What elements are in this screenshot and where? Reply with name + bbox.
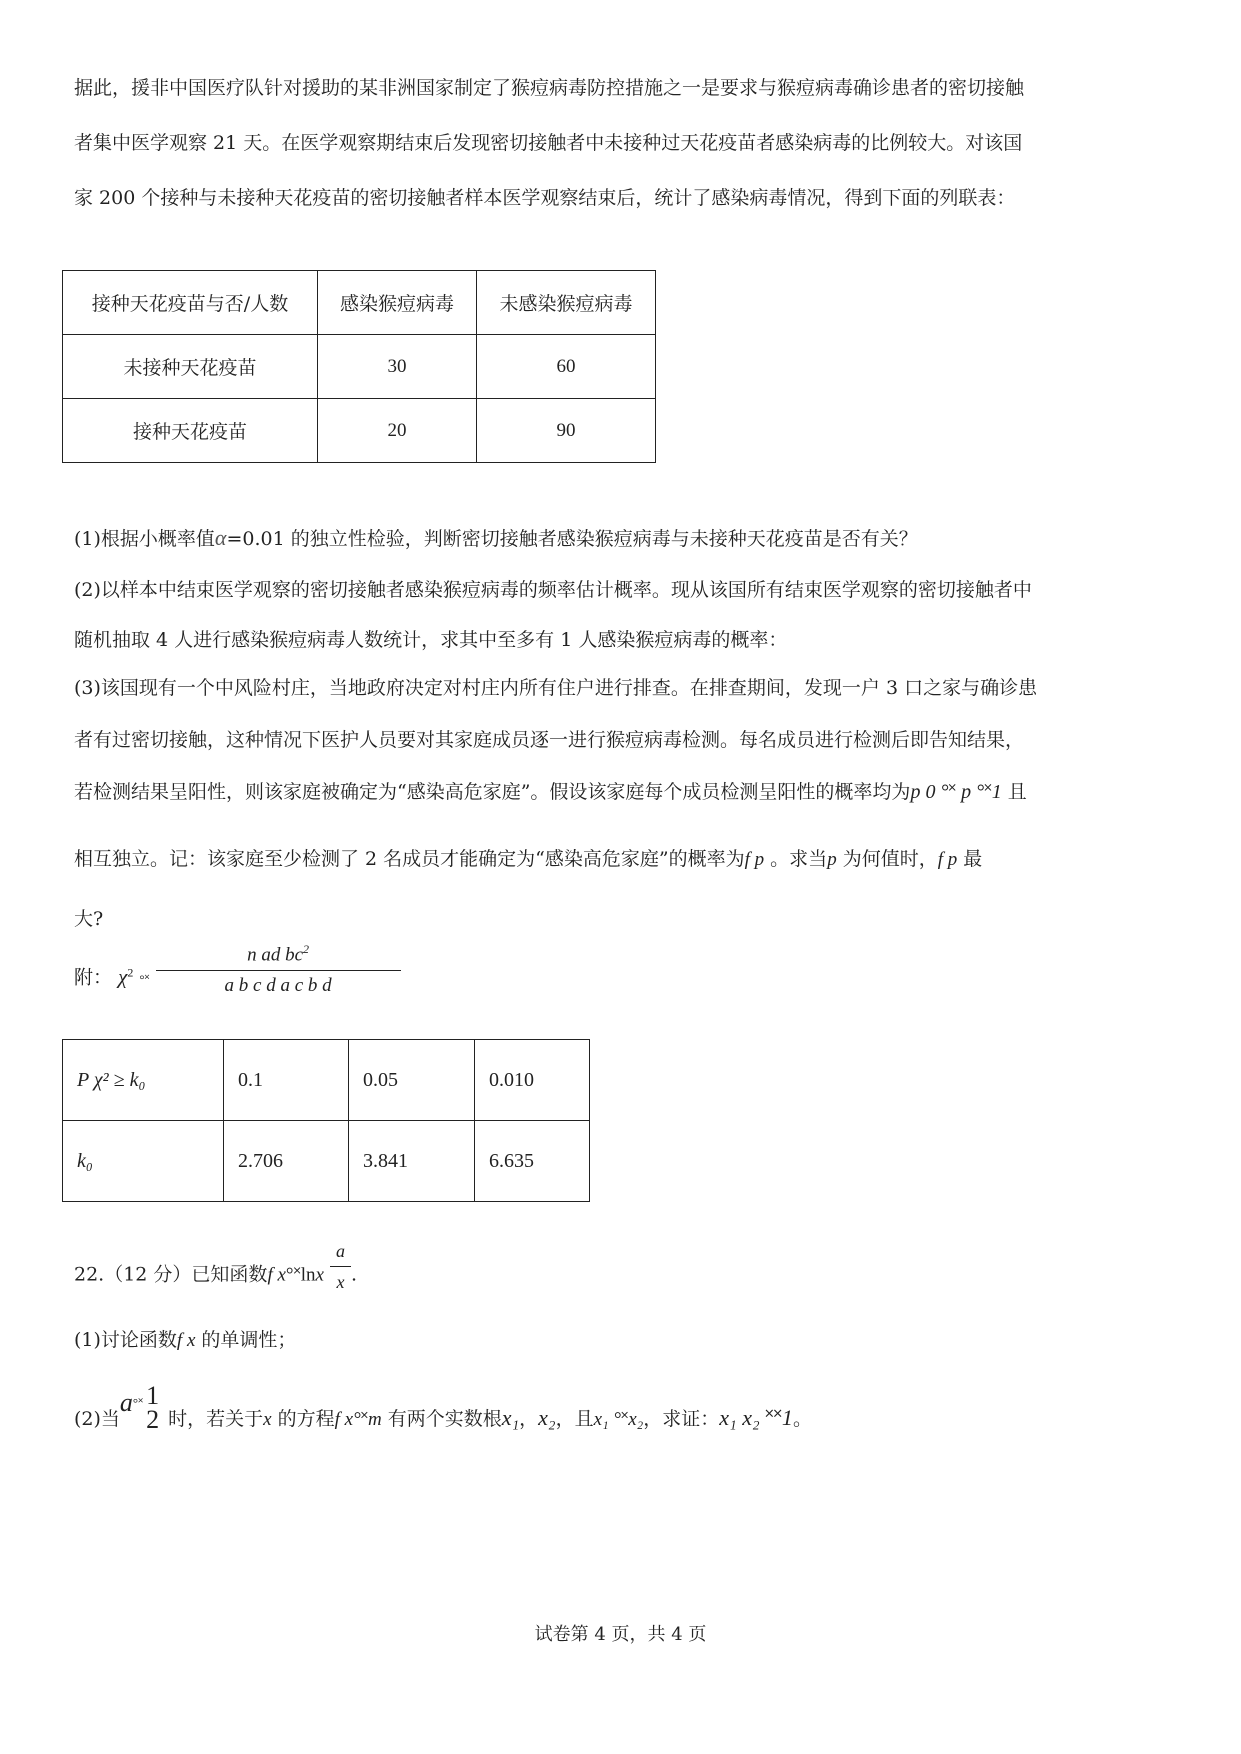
question-22-text: 的单调性；: [195, 1329, 297, 1351]
a-over-x-fraction: [330, 1238, 351, 1295]
table-header-row: [63, 271, 656, 335]
question-22-title: [74, 1241, 358, 1306]
contingency-table: [62, 270, 656, 463]
question-22-text: 22.（12 分）已知函数: [74, 1263, 268, 1286]
variable-a: a: [119, 1388, 133, 1417]
table-cell: 0.05: [349, 1040, 475, 1121]
equals-m: °˟m: [353, 1409, 382, 1430]
function-fx: f x: [267, 1264, 286, 1286]
appendix-formula: [74, 942, 401, 1018]
table-cell: 60: [477, 335, 656, 399]
question-2-line-2: 随机抽取 4 人进行感染猴痘病毒人数统计，求其中至多有 1 人感染猴痘病毒的概率：: [74, 629, 788, 651]
fraction-denominator: x: [330, 1266, 351, 1295]
table-row: [63, 1121, 590, 1202]
question-22-comma: ，: [519, 1408, 539, 1430]
table-cell: 0.1: [224, 1040, 349, 1121]
table-row-label: P χ² ≥ k₀: [63, 1040, 224, 1121]
equals-ln: °˟ln: [285, 1264, 316, 1286]
fraction-denominator: a b c d a c b d: [156, 970, 401, 999]
table-cell: 0.010: [475, 1040, 590, 1121]
page-footer: 试卷第 4 页，共 4 页: [534, 1624, 707, 1645]
function-fp: f p: [744, 849, 765, 870]
variable-x2: x₂: [538, 1405, 556, 1430]
table-row-label: k₀: [63, 1121, 224, 1202]
numerator-text: n ad bc: [247, 944, 304, 966]
table-row: [63, 335, 656, 399]
question-3-line-1: (3)该国现有一个中风险村庄，当地政府决定对村庄内所有住户进行排查。在排查期间，发现一户 3 口之家与确诊患: [74, 677, 1038, 699]
question-22-part-1: [74, 1327, 296, 1354]
question-22-text: 的方程: [271, 1408, 335, 1430]
numerator-exponent: 2: [303, 942, 310, 956]
table-cell: 3.841: [349, 1121, 475, 1202]
question-22-part-2: [74, 1381, 812, 1450]
intro-line-2: 者集中医学观察 21 天。在医学观察期结束后发现密切接触者中未接种过天花疫苗者感染病毒的比例较大。对该国: [74, 132, 1023, 154]
question-3-text: 相互独立。记：该家庭至少检测了 2 名成员才能确定为“感染高危家庭”的概率为: [74, 848, 745, 870]
question-22-text: ，求证：: [643, 1408, 720, 1430]
table-cell: 90: [477, 399, 656, 463]
question-3-line-3: [74, 779, 1027, 805]
question-22-text: (2)当: [74, 1408, 120, 1430]
question-3-line-4: [74, 846, 982, 873]
variable-p: p: [827, 849, 837, 870]
variable-x: x: [263, 1409, 272, 1430]
question-22-text: 有两个实数根: [381, 1408, 502, 1430]
critical-values-table: [62, 1039, 590, 1202]
table-cell: 6.635: [475, 1121, 590, 1202]
table-header-cell: 未感染猴痘病毒: [477, 271, 656, 335]
question-3-text: 若检测结果呈阳性，则该家庭被确定为“感染高危家庭”。假设该家庭每个成员检测呈阳性的概率均为: [74, 781, 911, 803]
intro-line-1: 据此，援非中国医疗队针对援助的某非洲国家制定了猴痘病毒防控措施之一是要求与猴痘病毒确诊患者的密切接触: [74, 77, 1025, 99]
question-1-text-b: =0.01 的独立性检验，判断密切接触者感染猴痘病毒与未接种天花疫苗是否有关？: [226, 528, 918, 550]
chi-exponent: 2: [127, 965, 134, 980]
root-condition: x₁ °˟x₂: [593, 1409, 644, 1430]
table-row: [63, 399, 656, 463]
question-3-text: 最: [957, 848, 983, 870]
fraction-numerator: [156, 936, 401, 970]
chi-square-fraction: [156, 936, 401, 999]
table-cell: 20: [318, 399, 477, 463]
question-3-line-5: 大?: [74, 908, 104, 930]
appendix-label: 附：: [74, 966, 113, 989]
question-22-text: 时，若关于: [162, 1408, 264, 1430]
function-fp: f p: [937, 849, 958, 870]
variable-x1: x₁: [501, 1405, 520, 1430]
probability-range: p 0 °˟ p °˟1: [910, 781, 1002, 803]
table-cell: 30: [318, 335, 477, 399]
question-22-end: 。: [792, 1408, 812, 1430]
table-header-cell: 感染猴痘病毒: [318, 271, 477, 335]
alpha-symbol: α: [214, 525, 227, 550]
fraction-numerator: a: [336, 1241, 346, 1261]
table-cell: 未接种天花疫苗: [63, 335, 318, 399]
fraction-denominator: 2: [146, 1405, 160, 1434]
intro-line-3: 家 200 个接种与未接种天花疫苗的密切接触者样本医学观察结束后，统计了感染病毒情况，得到下面的列联表：: [74, 187, 1016, 209]
equals-glyph: °˟: [139, 971, 150, 987]
one-half-fraction: [143, 1381, 162, 1434]
question-3-text: 且: [1001, 781, 1027, 803]
proof-target: x₁ x₂ ˟˟1: [719, 1405, 793, 1430]
function-fx: f x: [334, 1409, 354, 1430]
table-header-cell: 接种天花疫苗与否/人数: [63, 271, 318, 335]
question-22-text: (1)讨论函数: [74, 1329, 177, 1351]
question-1: [74, 525, 918, 552]
chi-symbol: χ: [118, 964, 128, 989]
question-1-text-a: (1)根据小概率值: [74, 528, 215, 550]
table-row: [63, 1040, 590, 1121]
question-3-line-2: 者有过密切接触，这种情况下医护人员要对其家庭成员逐一进行猴痘病毒检测。每名成员进行检测后即告知结果，: [74, 729, 1025, 751]
question-22-text: ，且: [555, 1408, 594, 1430]
question-22-period: .: [351, 1263, 358, 1286]
table-cell: 2.706: [224, 1121, 349, 1202]
question-2-line-1: (2)以样本中结束医学观察的密切接触者感染猴痘病毒的频率估计概率。现从该国所有结束医学观察的密切接触者中: [74, 579, 1032, 601]
equals-glyph: °˟: [132, 1395, 144, 1410]
function-fx: f x: [176, 1330, 196, 1351]
table-cell: 接种天花疫苗: [63, 399, 318, 463]
question-3-text: 。求当: [764, 848, 828, 870]
fraction-numerator: 1: [146, 1381, 160, 1410]
question-3-text: 为何值时，: [836, 848, 938, 870]
variable-x: x: [315, 1264, 324, 1286]
